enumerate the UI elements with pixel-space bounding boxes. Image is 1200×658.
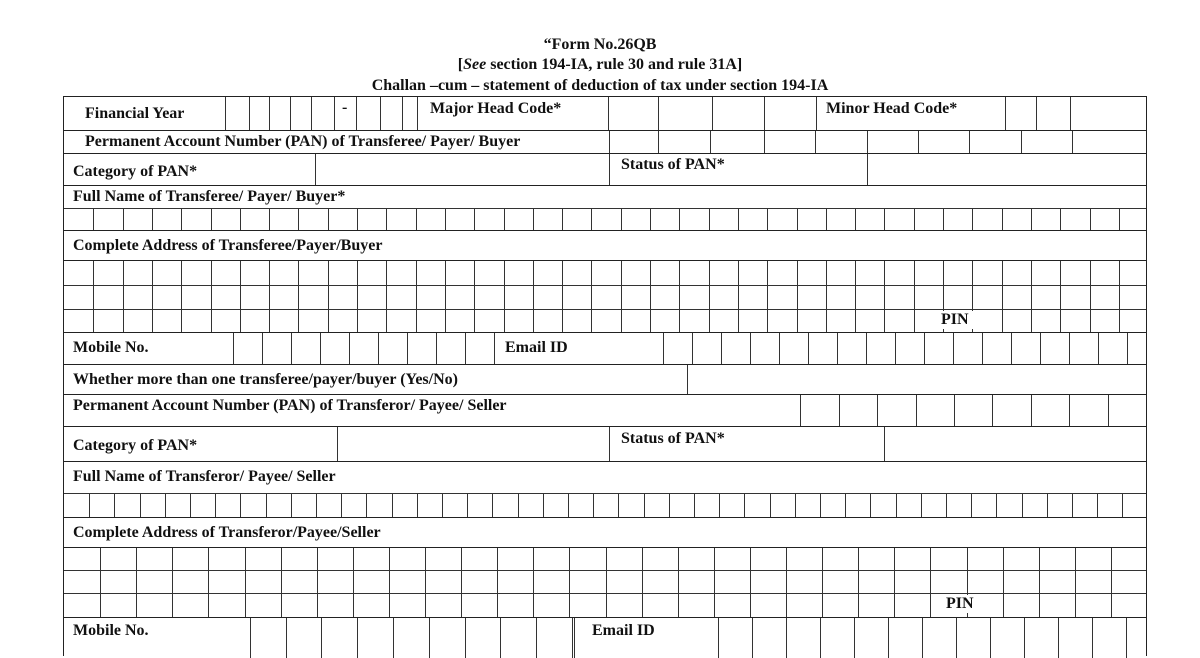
char-box-divider xyxy=(100,548,101,618)
char-box-divider xyxy=(378,333,379,365)
char-box-divider xyxy=(321,618,322,658)
char-box-divider xyxy=(1090,261,1091,333)
char-box-divider xyxy=(562,208,563,231)
char-box-divider xyxy=(269,208,270,231)
char-box-divider xyxy=(417,493,418,518)
char-box-divider xyxy=(996,493,997,518)
char-box-divider xyxy=(240,208,241,231)
char-box-divider xyxy=(165,493,166,518)
char-box-divider xyxy=(518,493,519,518)
char-box-divider xyxy=(291,333,292,365)
char-box-divider xyxy=(1122,493,1123,518)
char-box-divider xyxy=(504,261,505,333)
char-box-divider xyxy=(152,208,153,231)
char-box-divider xyxy=(1031,261,1032,333)
char-box-divider xyxy=(341,493,342,518)
char-box-divider xyxy=(884,261,885,333)
char-box-divider xyxy=(1126,618,1127,658)
char-box-divider xyxy=(738,261,739,333)
char-box-divider xyxy=(416,208,417,231)
char-box-divider xyxy=(621,261,622,333)
char-box-divider xyxy=(839,395,840,427)
char-box-divider xyxy=(1022,493,1023,518)
char-box-divider xyxy=(692,333,693,365)
multiple-buyers-row xyxy=(64,364,1146,394)
char-box-divider xyxy=(714,548,715,618)
char-box-divider xyxy=(123,261,124,333)
char-box-divider xyxy=(497,548,498,618)
char-box-divider xyxy=(1047,493,1048,518)
char-box-divider xyxy=(1127,333,1128,365)
char-box-divider xyxy=(650,261,651,333)
char-box-divider xyxy=(822,548,823,618)
char-box-divider xyxy=(416,261,417,333)
char-box-divider xyxy=(855,261,856,333)
char-box-divider xyxy=(1058,618,1059,658)
char-box-divider xyxy=(569,548,570,618)
char-box-divider xyxy=(1060,261,1061,333)
char-box-divider xyxy=(562,261,563,333)
char-box-divider xyxy=(591,261,592,333)
char-box-divider xyxy=(262,333,263,365)
char-box-divider xyxy=(663,333,664,365)
char-box-divider xyxy=(1072,493,1073,518)
char-box-divider xyxy=(190,493,191,518)
char-box-divider xyxy=(328,208,329,231)
char-box-divider xyxy=(93,261,94,333)
char-box-divider xyxy=(136,548,137,618)
char-box-divider xyxy=(233,333,234,365)
char-box-divider xyxy=(474,261,475,333)
char-box-divider xyxy=(593,493,594,518)
char-box-divider xyxy=(389,548,390,618)
buyer-fullname-label: Full Name of Transferee/ Payer/ Buyer* xyxy=(73,188,346,205)
char-box-divider xyxy=(152,261,153,333)
char-box-divider xyxy=(797,208,798,231)
char-box-divider xyxy=(1108,395,1109,427)
char-box-divider xyxy=(366,493,367,518)
char-box-divider xyxy=(992,395,993,427)
char-box-divider xyxy=(650,208,651,231)
char-box-divider xyxy=(888,618,889,658)
char-box-divider xyxy=(211,208,212,231)
char-box-divider xyxy=(215,493,216,518)
char-box-divider xyxy=(621,208,622,231)
buyer-contact-row xyxy=(64,332,1146,364)
char-box-divider xyxy=(181,261,182,333)
char-box-divider xyxy=(914,208,915,231)
buyer-address-label-row xyxy=(64,230,1146,260)
see-text: See xyxy=(463,56,487,73)
char-box-divider xyxy=(990,618,991,658)
char-box-divider xyxy=(572,618,573,658)
char-box-divider xyxy=(1119,208,1120,231)
char-box-divider xyxy=(445,208,446,231)
char-box-divider xyxy=(298,261,299,333)
char-box-divider xyxy=(465,618,466,658)
char-box-divider xyxy=(298,208,299,231)
buyer-address-label: Complete Address of Transferee/Payer/Buyer xyxy=(73,237,383,254)
char-box-divider xyxy=(826,261,827,333)
char-box-divider xyxy=(492,493,493,518)
char-box-divider xyxy=(357,618,358,658)
char-box-divider xyxy=(461,548,462,618)
char-box-divider xyxy=(946,493,947,518)
char-box-divider xyxy=(357,208,358,231)
buyer-address-grid xyxy=(64,260,1146,332)
char-box-divider xyxy=(181,208,182,231)
char-box-divider xyxy=(349,333,350,365)
char-box-divider xyxy=(895,333,896,365)
char-box-divider xyxy=(642,548,643,618)
char-box-divider xyxy=(172,548,173,618)
char-box-divider xyxy=(1031,395,1032,427)
char-box-divider xyxy=(500,618,501,658)
seller-pan-label: Permanent Account Number (PAN) of Transferor/ Payee/ Seller xyxy=(73,397,507,414)
char-box-divider xyxy=(543,493,544,518)
char-box-divider xyxy=(1031,208,1032,231)
char-box-divider xyxy=(943,208,944,231)
buyer-pan-row xyxy=(64,130,1146,153)
char-box-divider xyxy=(808,333,809,365)
char-box-divider xyxy=(618,493,619,518)
buyer-pin-label: PIN xyxy=(937,311,973,329)
seller-status-label: Status of PAN* xyxy=(621,430,725,447)
char-box-divider xyxy=(797,261,798,333)
char-box-divider xyxy=(114,493,115,518)
char-box-divider xyxy=(445,261,446,333)
buyer-mobile-label: Mobile No. xyxy=(73,339,149,356)
char-box-divider xyxy=(870,493,871,518)
buyer-category-row xyxy=(64,153,1146,185)
char-box-divider xyxy=(855,208,856,231)
char-box-divider xyxy=(738,208,739,231)
char-box-divider xyxy=(465,333,466,365)
seller-address-label: Complete Address of Transferor/Payee/Seller xyxy=(73,524,381,541)
seller-fullname-label: Full Name of Transferor/ Payee/ Seller xyxy=(73,468,336,485)
char-box-divider xyxy=(357,261,358,333)
char-box-divider xyxy=(982,333,983,365)
char-box-divider xyxy=(972,208,973,231)
char-box-divider xyxy=(240,493,241,518)
char-box-divider xyxy=(320,333,321,365)
char-box-divider xyxy=(1092,618,1093,658)
char-box-divider xyxy=(779,333,780,365)
char-box-divider xyxy=(250,618,251,658)
char-box-divider xyxy=(386,208,387,231)
seller-email-label: Email ID xyxy=(592,622,655,639)
char-box-divider xyxy=(1069,395,1070,427)
form-subtitle: Challan –cum – statement of deduction of tax under section 194-IA xyxy=(371,77,829,94)
char-box-divider xyxy=(953,333,954,365)
char-box-divider xyxy=(718,618,719,658)
char-box-divider xyxy=(866,333,867,365)
char-box-divider xyxy=(679,261,680,333)
char-box-divider xyxy=(971,493,972,518)
char-box-divider xyxy=(956,618,957,658)
char-box-divider xyxy=(752,618,753,658)
char-box-divider xyxy=(644,493,645,518)
char-box-divider xyxy=(328,261,329,333)
char-box-divider xyxy=(291,493,292,518)
char-box-divider xyxy=(896,493,897,518)
char-box-divider xyxy=(1024,618,1025,658)
buyer-status-label: Status of PAN* xyxy=(621,156,725,173)
char-box-divider xyxy=(425,548,426,618)
char-box-divider xyxy=(709,261,710,333)
char-box-divider xyxy=(208,548,209,618)
char-box-divider xyxy=(820,618,821,658)
char-box-divider xyxy=(1075,548,1076,618)
year-dash: - xyxy=(342,99,348,116)
char-box-divider xyxy=(429,618,430,658)
char-box-divider xyxy=(767,208,768,231)
char-box-divider xyxy=(719,493,720,518)
char-box-divider xyxy=(1060,208,1061,231)
char-box-divider xyxy=(694,493,695,518)
char-box-divider xyxy=(467,493,468,518)
char-box-divider xyxy=(211,261,212,333)
buyer-fullname-row xyxy=(64,185,1146,230)
char-box-divider xyxy=(442,493,443,518)
char-box-divider xyxy=(392,493,393,518)
char-box-divider xyxy=(533,208,534,231)
char-box-divider xyxy=(921,493,922,518)
char-box-divider xyxy=(1090,208,1091,231)
char-box-divider xyxy=(1003,548,1004,618)
char-box-divider xyxy=(606,548,607,618)
char-box-divider xyxy=(854,618,855,658)
char-box-divider xyxy=(924,333,925,365)
minor-head-code-label: Minor Head Code* xyxy=(826,100,958,117)
char-box-divider xyxy=(954,395,955,427)
char-box-divider xyxy=(1111,548,1112,618)
char-box-divider xyxy=(393,618,394,658)
char-box-divider xyxy=(317,548,318,618)
seller-mobile-label: Mobile No. xyxy=(73,622,149,639)
char-box-divider xyxy=(93,208,94,231)
char-box-divider xyxy=(240,261,241,333)
char-box-divider xyxy=(281,548,282,618)
financial-year-label: Financial Year xyxy=(85,105,185,122)
char-box-divider xyxy=(1039,548,1040,618)
char-box-divider xyxy=(266,493,267,518)
char-box-divider xyxy=(922,618,923,658)
seller-address-label-row xyxy=(64,517,1146,547)
major-head-code-label: Major Head Code* xyxy=(430,100,562,117)
form-26qb-table xyxy=(63,96,1147,656)
char-box-divider xyxy=(884,208,885,231)
char-box-divider xyxy=(407,333,408,365)
char-box-divider xyxy=(1098,333,1099,365)
char-box-divider xyxy=(436,333,437,365)
open-bracket: [ xyxy=(457,56,464,73)
char-box-divider xyxy=(914,261,915,333)
char-box-divider xyxy=(837,333,838,365)
char-box-divider xyxy=(786,548,787,618)
char-box-divider xyxy=(316,493,317,518)
char-box-divider xyxy=(721,333,722,365)
char-box-divider xyxy=(767,261,768,333)
char-box-divider xyxy=(709,208,710,231)
char-box-divider xyxy=(89,493,90,518)
char-box-divider xyxy=(1069,333,1070,365)
char-box-divider xyxy=(591,208,592,231)
seller-address-grid xyxy=(64,547,1146,617)
buyer-pan-label: Permanent Account Number (PAN) of Transferee/ Payer/ Buyer xyxy=(85,133,521,150)
char-box-divider xyxy=(930,548,931,618)
char-box-divider xyxy=(750,548,751,618)
char-box-divider xyxy=(286,618,287,658)
char-box-divider xyxy=(1097,493,1098,518)
char-box-divider xyxy=(474,208,475,231)
char-box-divider xyxy=(679,208,680,231)
seller-category-row xyxy=(64,426,1146,461)
char-box-divider xyxy=(568,493,569,518)
char-box-divider xyxy=(669,493,670,518)
char-box-divider xyxy=(877,395,878,427)
char-box-divider xyxy=(678,548,679,618)
char-box-divider xyxy=(386,261,387,333)
section-reference xyxy=(0,56,1200,74)
char-box-divider xyxy=(845,493,846,518)
char-box-divider xyxy=(1119,261,1120,333)
multiple-buyers-label: Whether more than one transferee/payer/buyer (Yes/No) xyxy=(73,371,458,388)
char-box-divider xyxy=(750,333,751,365)
char-box-divider xyxy=(245,548,246,618)
buyer-email-label: Email ID xyxy=(505,339,568,356)
section-text: section 194-IA, rule 30 and rule 31A] xyxy=(486,56,743,73)
char-box-divider xyxy=(269,261,270,333)
seller-contact-row xyxy=(64,617,1146,657)
form-number-title: “Form No.26QB xyxy=(543,36,657,53)
char-box-divider xyxy=(1011,333,1012,365)
char-box-divider xyxy=(858,548,859,618)
financial-year-row xyxy=(64,96,1146,130)
char-box-divider xyxy=(1040,333,1041,365)
char-box-divider xyxy=(770,493,771,518)
char-box-divider xyxy=(894,548,895,618)
char-box-divider xyxy=(140,493,141,518)
char-box-divider xyxy=(1002,261,1003,333)
seller-category-label: Category of PAN* xyxy=(73,437,198,454)
char-box-divider xyxy=(795,493,796,518)
char-box-divider xyxy=(826,208,827,231)
seller-fullname-row xyxy=(64,461,1146,517)
char-box-divider xyxy=(744,493,745,518)
seller-pin-label: PIN xyxy=(942,595,978,613)
char-box-divider xyxy=(123,208,124,231)
buyer-category-label: Category of PAN* xyxy=(73,163,198,180)
char-box-divider xyxy=(800,395,801,427)
char-box-divider xyxy=(353,548,354,618)
char-box-divider xyxy=(504,208,505,231)
char-box-divider xyxy=(533,548,534,618)
char-box-divider xyxy=(1002,208,1003,231)
seller-pan-row xyxy=(64,394,1146,426)
char-box-divider xyxy=(533,261,534,333)
char-box-divider xyxy=(916,395,917,427)
char-box-divider xyxy=(536,618,537,658)
char-box-divider xyxy=(786,618,787,658)
char-box-divider xyxy=(820,493,821,518)
